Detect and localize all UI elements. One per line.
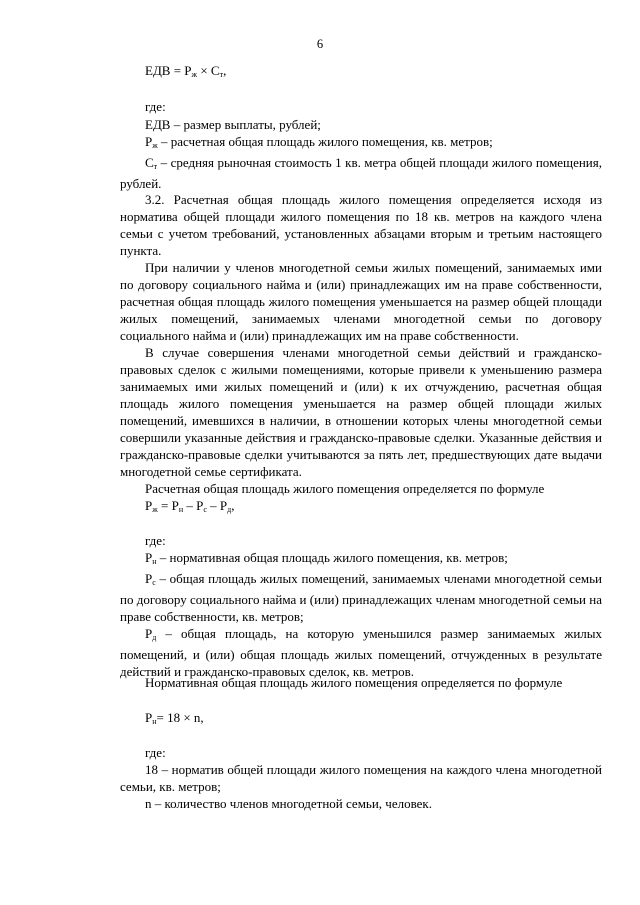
definition-item: ЕДВ – размер выплаты, рублей; <box>145 117 321 132</box>
paragraph-normative-intro: Нормативная общая площадь жилого помещения определяется по формуле <box>145 675 563 690</box>
body-text <box>120 191 602 497</box>
definition-item: $Р_д$ – общая площадь, на которую уменьшился размер занимаемых жилых помещений, и (или) общая площадь жилых помещений, отчужденных в результате действий и гражданско-правовых сделок, кв. метров. <box>120 626 602 679</box>
definition-item: 18 – норматив общей площади жилого помещения на каждого члена многодетной семьи, кв. метров; <box>120 762 602 794</box>
definitions-pzh <box>120 549 602 680</box>
body-text-2 <box>120 674 602 691</box>
formula-edv: ЕДВ = $Р_ж \times С_т$, <box>145 63 227 79</box>
paragraph-transactions: В случае совершения членами многодетной семьи действий и гражданско-правовых сделок с жилыми помещениями, которые привели к уменьшению размера занимаемых ими жилых помещений и (или) к их отчуждению, расчетная общая площадь жилого помещения уменьшается на размер общей площади жилых помещений, имевшихся в наличии, в отношении которых члены многодетной семьи совершили указанные действия и гражданско-правовые сделки. Указанные действия и гражданско-правовые сделки учитываются за пять лет, предшествующих дате выдачи многодетной семье сертификата. <box>120 345 602 479</box>
paragraph-3-2: 3.2. Расчетная общая площадь жилого помещения определяется исходя из норматива общей площади жилого помещения по 18 кв. метров на каждого члена семьи с учетом требований, установленных абзацами вторым и третьим настоящего пункта. <box>120 192 602 258</box>
definitions-edv <box>120 116 602 192</box>
page-number: 6 <box>316 37 324 51</box>
formula-pzh: $Р_ж = Р_н - Р_с - Р_д$, <box>145 498 235 514</box>
definition-item: $Р_ж$ – расчетная общая площадь жилого помещения, кв. метров; <box>145 134 493 150</box>
definitions-pn <box>120 761 602 812</box>
formula-pn: $Р_н= 18 \times n$, <box>145 710 204 726</box>
definition-item: n – количество членов многодетной семьи, человек. <box>145 796 433 811</box>
where-label: где: <box>145 99 166 114</box>
definition-item: $С_т$ – средняя рыночная стоимость 1 кв. метра общей площади жилого помещения, рублей. <box>120 155 602 191</box>
where-label: где: <box>145 745 166 760</box>
definition-item: $Р_с$ – общая площадь жилых помещений, занимаемых членами многодетной семьи по договору социального найма и (или) принадлежащих членам многодетной семьи на праве собственности, кв. метров; <box>120 571 602 624</box>
where-label: где: <box>145 533 166 548</box>
paragraph-owned-housing: При наличии у членов многодетной семьи жилых помещений, занимаемых ими по договору социального найма и (или) принадлежащих им на праве собственности, расчетная общая площадь жилого помещения уменьшается на размер общей площади жилых помещений, занимаемых членами многодетной семьи по договору социального найма и (или) принадлежащих им на праве собственности. <box>120 260 602 343</box>
paragraph-formula-intro: Расчетная общая площадь жилого помещения определяется по формуле <box>145 481 545 496</box>
definition-item: $Р_н$ – нормативная общая площадь жилого помещения, кв. метров; <box>145 550 508 566</box>
